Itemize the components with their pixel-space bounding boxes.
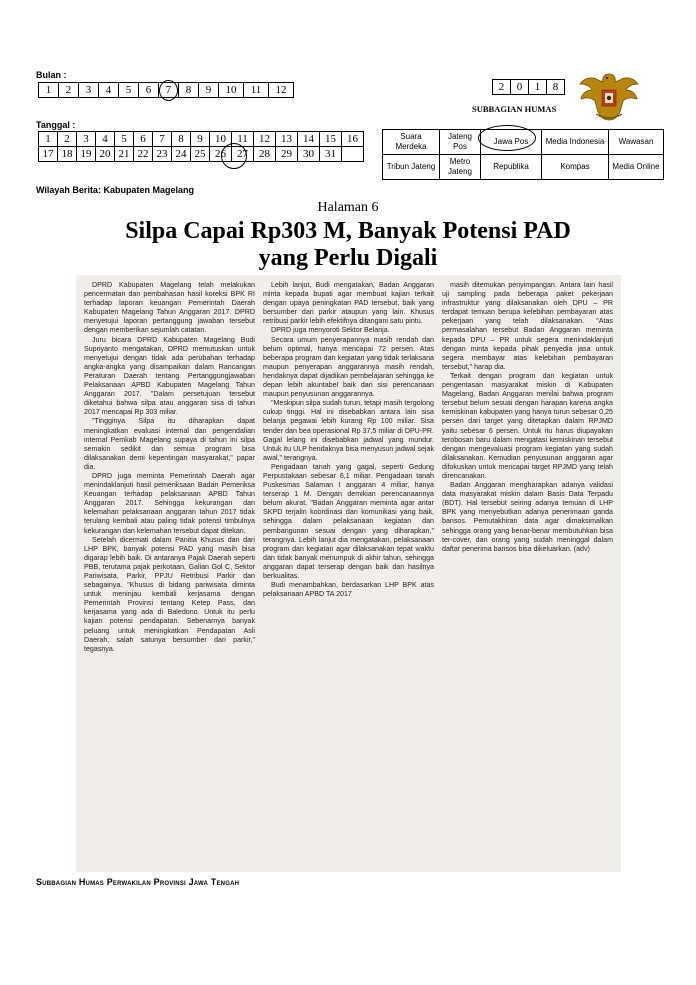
date-grid [38, 131, 364, 162]
date-cell: 2 [58, 132, 77, 147]
article-paragraph: Lebih lanjut, Budi mengatakan, Badan Anggaran minta kepada bupati agar membuat kajian terkait dengan upaya peningkatan PAD tersebut, baik yang bersumber dari parkir ataupun yang lain. Khusus retribusi parkir lebih efektifnya ditangani satu pintu. [263, 281, 434, 326]
media-cell: Republika [481, 155, 542, 180]
date-cell: 4 [96, 132, 115, 147]
date-cell: 10 [210, 132, 232, 147]
date-cell: 30 [298, 147, 320, 162]
date-cell: 9 [191, 132, 210, 147]
date-cell: 23 [153, 147, 172, 162]
media-cell: Suara Merdeka [383, 130, 440, 155]
date-cell: 26 [210, 147, 232, 162]
article-paragraph: Pengadaan tanah yang gagal, seperti Gedung Perpustakaan sebesar 6,1 miliar. Pengadaan tanah Puskesmas Salaman I anggaran 4 miliar, hanya terserap 1 M. Dengan demikian perencanaannya belum akurat. "Badan Anggaran meminta agar antar SKPD terjalin koordinasi dan komunikasi yang baik, sehingga dalam pelaksanaan kegiatan dan pembangunan sesuai dengan yang diharapkan," terangnya. Lebih lanjut dia mengatakan, pelaksanaan program dan kegiatan agar dilaksanakan tepat waktu dan tidak banyak menumpuk di akhir tahun, sehingga anggaran dapat terserap dengan baik dan hasilnya berkualitas. [263, 462, 434, 580]
garuda-emblem-icon [578, 68, 640, 124]
month-cell: 8 [179, 83, 199, 98]
date-cell: 7 [153, 132, 172, 147]
media-cell: Media Indonesia [542, 130, 609, 155]
bulan-label: Bulan : [36, 70, 67, 80]
date-cell: 31 [320, 147, 342, 162]
date-cell: 20 [96, 147, 115, 162]
date-cell: 22 [134, 147, 153, 162]
article-paragraph: Setelah dicermati dalam Panitia Khusus dan dari LHP BPK, banyak potensi PAD yang masih bisa digarap lebih baik. Di antaranya Pajak Daerah seperti PBB, terutama pajak perkotaan, Galian Gol C, Sektor Pariwisata, Parkir, PPJU Retribusi Parkir dan sebagainya. "Khusus di bidang pariwisata diminta untuk meninjau kembali kerjasama dengan Pemerintah Provinsi tentang Ketep Pass, dan kerjasama yang ada di Baledono. Untuk itu perlu kajian potensi pendapatan. Sebenarnya banyak peluang untuk meningkatkan Pendapatan Asli Daerah, salah satunya bersumber dari parkir," tegasnya. [84, 535, 255, 653]
date-cell: 16 [342, 132, 364, 147]
article-paragraph: Budi menambahkan, berdasarkan LHP BPK atas pelaksanaan APBD TA 2017 [263, 581, 434, 599]
date-cell: 1 [39, 132, 58, 147]
article-paragraph: Secara umum penyerapannya masih rendah dan belum optimal, hanya mencapai 72 persen. Atas beberapa program dan kegiatan yang tidak terlaksana maupun penyerapan anggarannya masih rendah, hendaknya dapat dijadikan pembelajaran sehingga ke depan lebih akuntabel baik dari sisi perencanaan maupun penyusunan anggarannya. [263, 335, 434, 399]
media-cell: Media Online [609, 155, 664, 180]
article-paragraph: DPRD Kabupaten Magelang telah melakukan pencermatan dan pembahasan hasil koreksi BPK RI terhadap laporan keuangan Pemerintah Daerah Kabupaten Magelang Tahun Anggaran 2017. DPRD menyetujui laporan pertanggung jawaban tersebut dengan memberikan sejumlah catatan. [84, 281, 255, 335]
month-cell: 4 [99, 83, 119, 98]
page-number: Halaman 6 [317, 200, 379, 215]
date-cell: 18 [58, 147, 77, 162]
month-cell: 3 [79, 83, 99, 98]
date-cell: 25 [191, 147, 210, 162]
media-cell: Metro Jateng [440, 155, 481, 180]
date-cell: 8 [172, 132, 191, 147]
year-digit-cell: 0 [511, 80, 529, 95]
article-paragraph: Juru bicara DPRD Kabupaten Magelang Budi Supriyanto mengatakan, DPRD memutuskan untuk menyetujui dengan tidak ada perubahan terhadap angka-angka yang disampaikan dalam Rancangan Peraturan Daerah tentang Pertanggungjawaban Pelaksanaan APBD Kabupaten Magelang Tahun Anggaran 2017. "Dalam persetujuan tersebut diketahui bahwa silpa atau anggaran sisa di tahun 2017 mencapai Rp 303 miliar. [84, 335, 255, 417]
newspaper-clipping [76, 275, 621, 872]
date-cell: 17 [39, 147, 58, 162]
article-paragraph: Badan Anggaran mengharapkan adanya validasi data masyarakat miskin dalam Basis Data Terpadu (BDT). Hal tersebut seiring adanya temuan di LHP BPK yang menyebutkan adanya penerimaan ganda bansos. Pemutakhiran data agar dimaksimalkan sehingga orang yang benar-benar membutuhkan bisa ter-cover, dan orang yang sudah meninggal dalam daftar penerima bansos bisa dikeluarkan. (adv) [442, 481, 613, 553]
month-cell: 10 [219, 83, 244, 98]
wilayah-berita: Wilayah Berita: Kabupaten Magelang [36, 185, 194, 195]
month-selection-circle [159, 80, 178, 101]
month-cell: 11 [244, 83, 269, 98]
org-name: SUBBAGIAN HUMAS [472, 104, 557, 114]
article-paragraph: "Meskipun silpa sudah turun, tetapi masih tergolong cukup tinggi. Hal ini disebabkan antara lain sisa belanja pegawai lebih kurang Rp 100 miliar. Sisa tender dan bea operasional Rp 37,5 miliar di DPU-PR. Gagal lelang ini disebabkan jadwal yang mundur. Untuk itu ULP hendaknya bisa menyusun jadwal sejak awal," terangnya. [263, 399, 434, 462]
article-paragraph: masih ditemukan penyimpangan. Antara lain hasil uji sampling pada beberapa paket pekerjaan infrastruktur yang dilaksanakan oleh DPU – PR terdapat temuan berupa kelebihan pembayaran atas pekerjaan yang telah dilaksanakan. "Atas permasalahan tersebut Badan Anggaran meminta kepada DPU – PR untuk segera menindaklanjuti dengan minta kepada pihak penyedia jasa untuk segera membayar atas kelebihan pembayaran tersebut," harap dia. [442, 281, 613, 371]
date-selection-circle [221, 143, 247, 169]
month-cell: 6 [139, 83, 159, 98]
year-digit-cell: 2 [493, 80, 511, 95]
date-cell: 14 [298, 132, 320, 147]
article-paragraph: Terkait dengan program dan kegiatan untuk pengentasan masyarakat miskin di Kabupaten Magelang, Badan Anggaran menilai bahwa program tersebut belum sesuai dengan harapan karena angka kemiskinan kabupaten yang hanya turun sebesar 0,25 persen dari target yang ditetapkan dalam RPJMD yaitu sebesar 6 persen. Untuk itu harus diupayakan terobosan baru dalam mengatasi kemiskinan tersebut dengan mengevaluasi program kegiatan yang sudah dilaksanakan. Kemudian penyusunan anggaran agar difokuskan untuk mencapai target RPJMD yang telah direncanakan. [442, 371, 613, 480]
date-cell: 21 [115, 147, 134, 162]
date-cell: 27 [232, 147, 254, 162]
footer-org: Subbagian Humas Perwakilan Provinsi Jawa Tengah [36, 877, 240, 887]
date-cell: 3 [77, 132, 96, 147]
tanggal-label: Tanggal : [36, 120, 76, 130]
date-cell: 11 [232, 132, 254, 147]
month-cell: 5 [119, 83, 139, 98]
month-cell: 12 [269, 83, 294, 98]
date-cell: 29 [276, 147, 298, 162]
media-selection-circle [478, 125, 536, 151]
date-cell: 13 [276, 132, 298, 147]
article-column-2 [263, 281, 434, 866]
month-cell: 2 [59, 83, 79, 98]
date-cell: 12 [254, 132, 276, 147]
year-digit-cell: 8 [547, 80, 565, 95]
article-paragraph: DPRD juga menyoroti Sektor Belanja. [271, 326, 390, 335]
media-cell: Wawasan [609, 130, 664, 155]
month-cell: 7 [159, 83, 179, 98]
media-cell: Jateng Pos [440, 130, 481, 155]
article-paragraph: "Tingginya Silpa itu diharapkan dapat meningkatkan evaluasi internal dan pengendalian internal Pemkab Magelang supaya di tahun ini silpa semakin sedikit dan semua program bisa dilaksanakan demi kepentingan masyarakat," papar dia. [84, 417, 255, 471]
date-cell: 5 [115, 132, 134, 147]
year-box [492, 79, 565, 95]
article-column-1 [84, 281, 255, 866]
date-cell: 28 [254, 147, 276, 162]
media-cell: Tribun Jateng [383, 155, 440, 180]
month-cell: 9 [199, 83, 219, 98]
date-cell [342, 147, 364, 162]
date-cell: 24 [172, 147, 191, 162]
article-title-line2: yang Perlu Digali [258, 245, 438, 271]
article-title-line1: Silpa Capai Rp303 M, Banyak Potensi PAD [125, 218, 571, 244]
month-cell: 1 [39, 83, 59, 98]
article-column-3 [442, 281, 613, 866]
media-cell: Kompas [542, 155, 609, 180]
media-cell: Jawa Pos [481, 130, 542, 155]
date-cell: 19 [77, 147, 96, 162]
date-cell: 6 [134, 132, 153, 147]
date-cell: 15 [320, 132, 342, 147]
article-paragraph: DPRD juga meminta Pemerintah Daerah agar menindaklanjuti hasil pemeriksaan Badan Pemeriksa Keuangan terhadap pelaksanaan APBD Tahun Anggaran 2017. Sehingga kekurangan dan kelemahan pelaksanaan anggaran tahun 2017 tidak terulang kembali atau paling tidak potensi timbulnya kekurangan dan kelemahan tersebut dapat ditekan. [84, 471, 255, 535]
year-digit-cell: 1 [529, 80, 547, 95]
